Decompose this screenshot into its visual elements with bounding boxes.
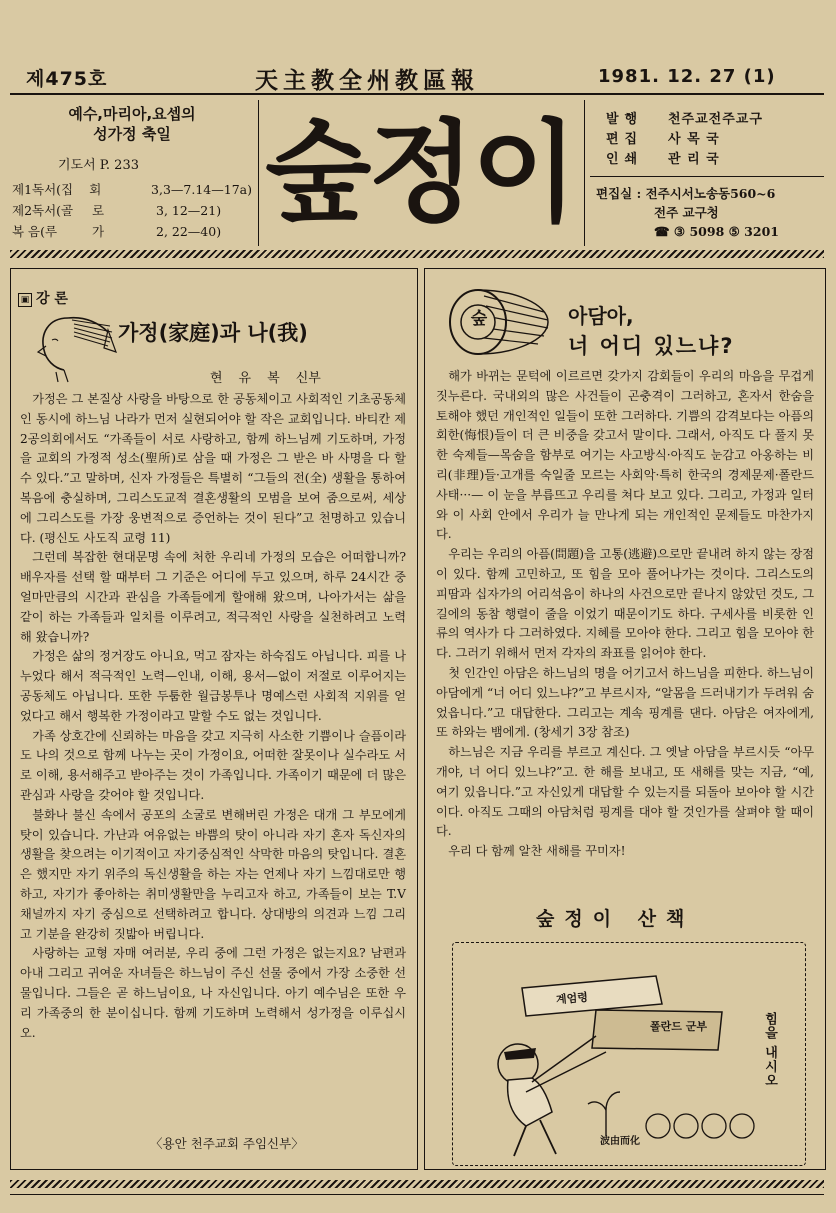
article-signature: 〈용안 천주교회 주임신부〉 — [150, 1136, 304, 1151]
cartoon-title: 숲정이 산책 — [536, 908, 695, 930]
prayer-book-page: 기도서 P. 233 — [58, 158, 139, 173]
column-logo-icon — [444, 282, 554, 362]
section-icon: ▣ — [18, 293, 32, 307]
cartoon-illustration — [456, 960, 756, 1160]
column-title-line1: 아담아, — [568, 304, 634, 328]
article-paragraph: 가정은 그 본질상 사랑을 바탕으로 한 공동체이고 사회적인 기초공동체인 동시에 하느님 나라가 먼저 실현되어야 할 작은 교회입니다. 바티칸 제2공의회에서도 “가족들이 서로 사랑하고, 함께 하느님께 기도하며, 가정을 교회의 가정적 성소(聖所)로 삼을 때 가정은 그 받은 바 사명을 다 할 수 있다.”고 말하며, 신자 가정들은 특별히 “그들의 전(全) 생활을 통하여 복음에 충실하며, 그리스도교적 결혼생활의 모범을 보여 줌으로써, 세상에 그리스도를 가장 웅변적으로 증언하는 것이 된다”고 천명하고 있습니다. (평신도 사도직 교령 11) — [20, 392, 406, 545]
paper-name: 天主教全州教區報 — [255, 67, 479, 94]
reading-row: 제1독서(집 회 3,3—7.14—17a) — [12, 182, 252, 197]
hatch-divider — [10, 1180, 824, 1188]
article-paragraph: 가족 상호간에 신뢰하는 마음을 갖고 지극히 사소한 기쁨이나 슬픔이라도 나의 것으로 함께 나누는 곳이 가정이요, 어떠한 잘못이나 실수라도 서로 이해, 용서해주고 받아주는 것이 가족입니다. 가족이기 때문에 더 많은 관심과 사랑을 갖어야 할 것입니다. — [20, 728, 406, 802]
column-paragraph: 하느님은 지금 우리를 부르고 계신다. 그 옛날 아담을 부르시듯 “아무개야, 너 어디 있느냐?”고. 한 해를 보내고, 또 새해를 맞는 지금, “예, 여기 있읍니다.”고 자신있게 대답할 수 있는지를 되돌아 보아야 할 시간이다. 아직도 그때의 아담처럼 핑계를 대야 할 것인가를 살펴야 할 때이다. — [436, 745, 814, 839]
divider — [258, 100, 259, 246]
article-paragraph: 사랑하는 교형 자매 여러분, 우리 중에 그런 가정은 없는지요? 남편과 아내 그리고 귀여운 자녀들은 하느님이 주신 선물 중에서 가장 소중한 선물입니다. 그들은 곧 하느님이요, 나 자신입니다. 아기 예수님은 또한 우리 가족중의 한 분이십니다. 함께 기도하며 노력해서 성가정을 이루십시오. — [20, 946, 406, 1040]
footer-rule — [10, 1194, 824, 1195]
article-paragraph: 그런데 복잡한 현대문명 속에 처한 우리네 가정의 모습은 어떠합니까? 배우자를 선택 할 때부터 그 기준은 어디에 두고 있으며, 하루 24시간 중 얼마만큼의 시간과 관심을 가족들에게 할애해 왔으며, 나아가서는 삶을 같이 하는 가족들과 일치를 이루려고, 적극적인 사랑을 실천하려고 노력해 왔습니까? — [20, 550, 406, 644]
article-body — [20, 390, 406, 1043]
article-title: 가정(家庭)과 나(我) — [118, 321, 308, 345]
issue-number: 제475호 — [26, 68, 108, 90]
cartoon-label: 폴란드 군부 — [650, 1020, 707, 1033]
hatch-divider — [10, 250, 824, 258]
article-paragraph: 가정은 삶의 정거장도 아니요, 먹고 잠자는 하숙집도 아닙니다. 피를 나누었다 해서 적극적인 노력—인내, 이해, 용서—없이 저절로 이루어지는 공동체도 아닙니다. 또한 두툼한 월급봉투나 명예스런 사회적 지위를 얻었다고 해서 행복한 가정이라고 말할 수도 없는 것입니다. — [20, 649, 406, 723]
readings-list — [12, 179, 252, 242]
divider — [584, 100, 585, 246]
cartoon-side-text: 힘을 내시오 — [762, 1012, 777, 1088]
column-paragraph: 우리는 우리의 아픔(問題)을 고통(逃避)으로만 끝내려 하지 않는 장점이 있다. 함께 고민하고, 또 힘을 모아 풀어나가는 것이다. 그리스도의 피땀과 십자가의 어리석음이 하나의 사건으로만 끝나지 않았던 것도, 그 길에의 동참 행렬이 줄을 이었기 때문이기도 하다. 구세사를 비롯한 인류의 역사가 다 그러하였다. 지혜를 모아야 한다. 그리고 힘을 모아야 한다. 그러기 위해서 먼저 각자의 좌표를 읽어야 한다. — [436, 547, 814, 661]
reading-row: 복 음(루 가 2, 22—40) — [12, 224, 222, 239]
article-paragraph: 불화나 불신 속에서 공포의 소굴로 변해버린 가정은 대개 그 부모에게 탓이 있습니다. 가난과 여유없는 바쁨의 탓이 아니라 자기 혼자 독신자의 생활을 찾으려는 이기적이고 자기중심적인 삭막한 마음의 탓입니다. 결혼은 했지만 자기 위주의 독신생활을 하는 자는 언제나 자기 느낌대로만 행하고, 자기가 좋아하는 취미생활만을 누리고자 하고, 가족들이 보는 T.V 채널까지 자기 중심으로 선택하려고 합니다. 상대방의 의견과 느낌 그리고 기분을 완강히 짓밟아 버립니다. — [20, 807, 406, 941]
cannonball — [674, 1114, 698, 1138]
feast-box — [12, 104, 252, 242]
masthead-title: 숲정이 — [265, 109, 575, 237]
feast-title: 예수,마리아,요셉의 성가정 축일 — [68, 105, 196, 143]
woman-portrait-icon — [28, 306, 118, 386]
soldier-body — [508, 1078, 552, 1126]
cannonball — [646, 1114, 670, 1138]
cartoon-sign-text: 계엄령 — [555, 990, 589, 1007]
divider — [590, 176, 824, 177]
article-author: 현유복신부 — [210, 371, 321, 386]
publisher-info: 발행 천주교전주교구 편집 사 목 국 인쇄 관 리 국 — [606, 112, 763, 167]
cartoon-artist: 波由而化 — [600, 1136, 640, 1147]
column-title-line2: 너 어디 있느냐? — [568, 334, 735, 358]
column-logo-text: 숲 — [470, 309, 488, 329]
column-body — [436, 367, 814, 862]
reading-row: 제2독서(골 로 3, 12—21) — [12, 203, 222, 218]
column-paragraph: 해가 바뀌는 문턱에 이르르면 갖가지 감회들이 우리의 마음을 무겁게 짓누른다. 국내외의 많은 사건들이 곤충격이 그러하고, 혼자서 한숨을 토해야 했던 개인적인 일들이 또한 그러하다. 기쁨의 감격보다는 아픔의 회한(悔恨)들이 더 큰 비중을 갖고서 말이다. 그래서, 아직도 다 풀지 못한 숙제들—목숨을 함부로 여기는 사고방식·아직도 눈감고 아옹하는 비리(非理)들·고개를 숙일줄 모르는 사회악·특히 한국의 경제문제·폴란드 사태···— 이 눈을 부릅뜨고 우리를 쳐다 보고 있다. 그리고, 가정과 일터와 이 사회 안에서 우리가 늘 만나게 되는 개인적인 문제들도 마찬가지다. — [436, 369, 814, 542]
section-label: ▣ 강 론 — [18, 288, 68, 308]
header-rule — [10, 93, 824, 95]
issue-date: 1981. 12. 27 (1) — [598, 66, 776, 87]
sprout-icon — [588, 1092, 620, 1110]
editorial-office: 편집실 : 전주시서노송동560~6 전주 교구청 ☎ ③ 5098 ⑤ 3201 — [596, 186, 779, 239]
cannonball — [730, 1114, 754, 1138]
cannonball — [702, 1114, 726, 1138]
column-paragraph: 첫 인간인 아담은 하느님의 명을 어기고서 하느님을 피한다. 하느님이 아담에게 “너 어디 있느냐?”고 부르시자, “알몸을 드러내기가 두려워 숨었읍니다.”고 대답한다. 그리고는 계속 핑계를 댄다. 아담은 여자에게, 또 하와는 뱀에게. (창세기 3장 참조) — [436, 665, 814, 740]
column-paragraph: 우리 다 함께 알찬 새해를 꾸미자! — [448, 844, 626, 859]
